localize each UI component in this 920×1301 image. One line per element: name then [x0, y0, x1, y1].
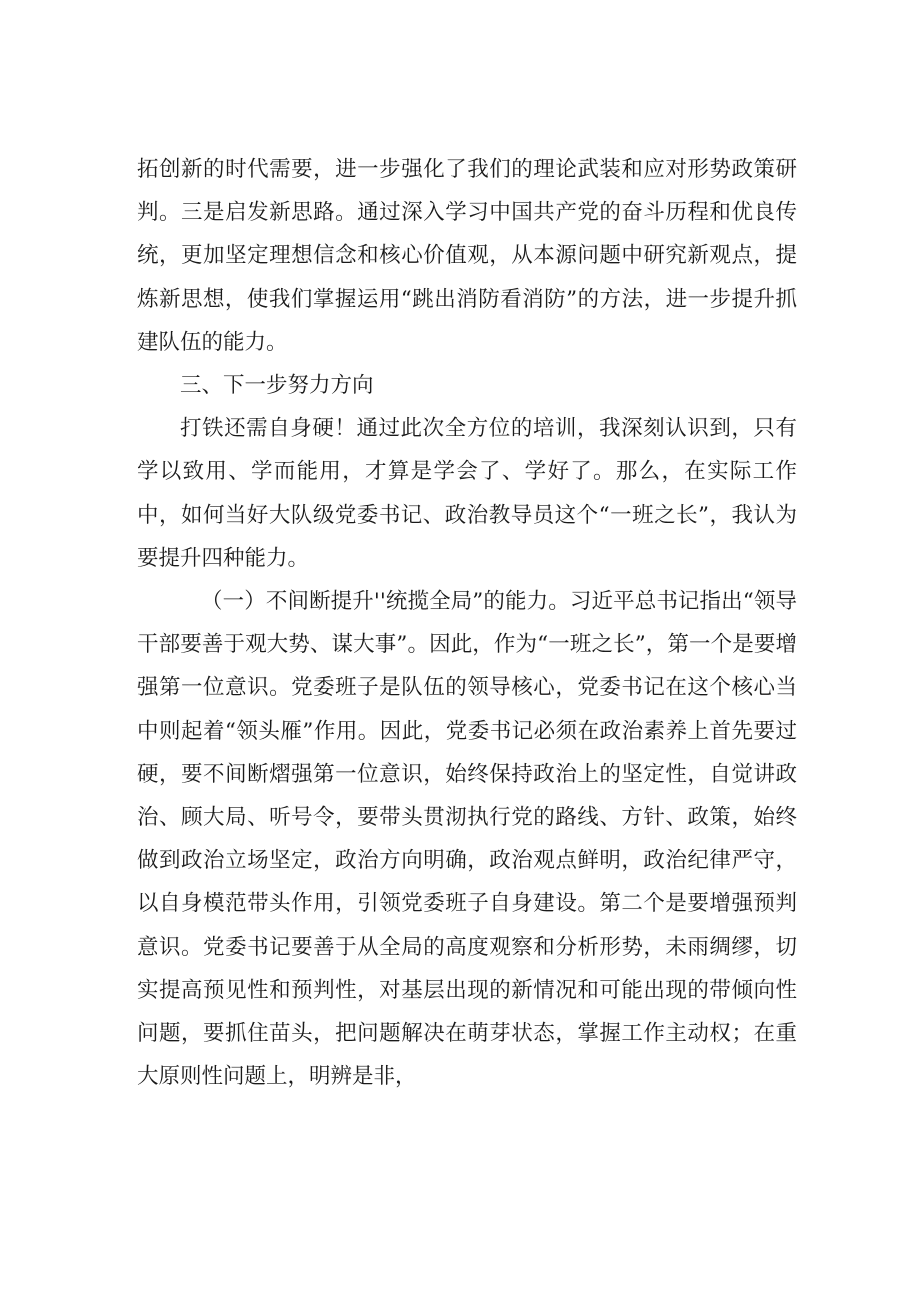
- paragraph-subsection-one: （一）不间断提升''统揽全局”的能力。习近平总书记指出“领导干部要善于观大势、谋大事”。因此，作为“一班之长”，第一个是要增强第一位意识。党委班子是队伍的领导核心，党委书记在这个核心当中则起着“领头雁”作用。因此，党委书记必须在政治素养上首先要过硬，要不间断熠强第一位意识，始终保持政治上的坚定性，自觉讲政治、顾大局、听号令，要带头贯沏执行党的路线、方针、政策，始终做到政治立场坚定，政治方向明确，政治观点鲜明，政治纪律严守，以自身模范带头作用，引领党委班子自身建设。第二个是要增强预判意识。党委书记要善于从全局的高度观察和分析形势，未雨绸缪，切实提高预见性和预判性，对基层出现的新情况和可能出现的带倾向性问题，要抓住苗头，把问题解决在萌芽状态，掌握工作主动权；在重大原则性问题上，明辨是非，: [137, 589, 797, 1090]
- document-body: [137, 148, 797, 1098]
- paragraph-continuation: 拓创新的时代需要，进一步强化了我们的理论武装和应对形势政策研判。三是启发新思路。通过深入学习中国共产党的奋斗历程和优良传统，更加坚定理想信念和核心价值观，从本源问题中研究新观点，提炼新思想，使我们掌握运用“跳出消防看消防”的方法，进一步提升抓建队伍的能力。: [137, 157, 797, 355]
- paragraph-intro: 打铁还需自身硬！通过此次全方位的培训，我深刻认识到，只有学以致用、学而能用，才算是学会了、学好了。那么，在实际工作中，如何当好大队级党委书记、政治教导员这个“一班之长”，我认为要提升四种能力。: [137, 416, 797, 571]
- section-heading: 三、下一步努力方向: [180, 373, 374, 399]
